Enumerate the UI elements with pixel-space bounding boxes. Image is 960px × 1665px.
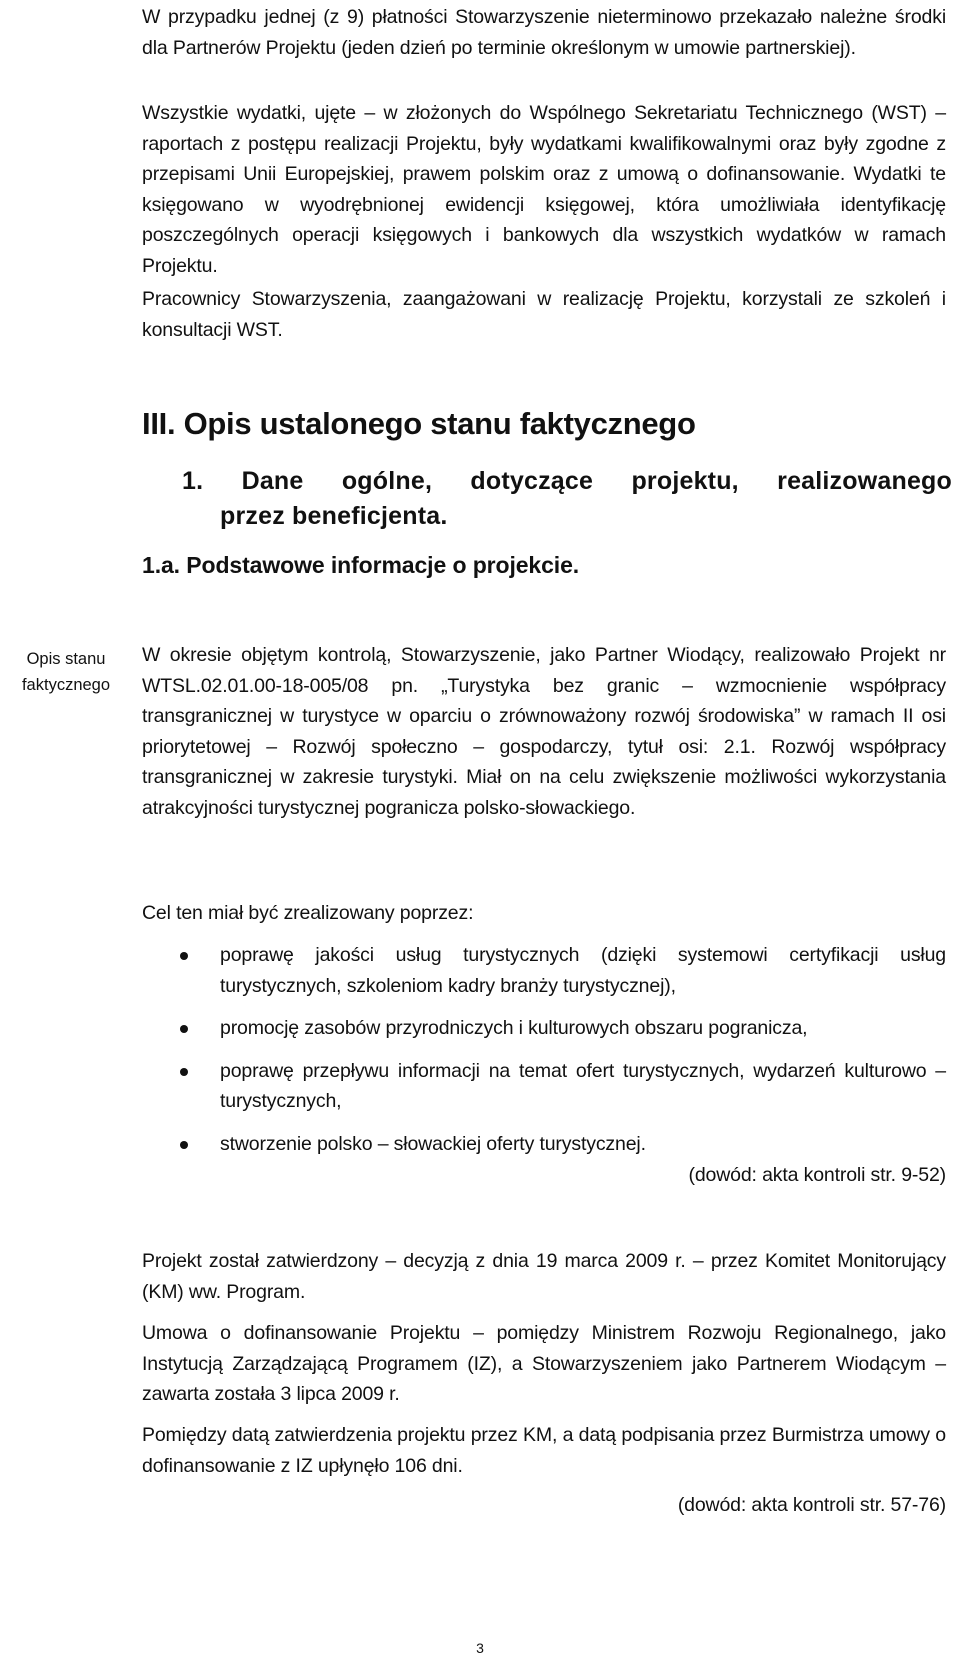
list-item-text: poprawę przepływu informacji na temat ofert turystycznych, wydarzeń kulturowo – turystycznych, [220,1059,946,1112]
subsection-heading-line2: przez beneficjenta. [220,502,448,530]
bullet-icon [180,952,188,960]
paragraph-approval [142,1246,946,1307]
paragraph-text: Pracownicy Stowarzyszenia, zaangażowani w realizację Projektu, korzystali ze szkoleń i konsultacji WST. [142,288,946,341]
paragraph-days-elapsed [142,1420,946,1481]
subsubsection-heading: 1.a. Podstawowe informacje o projekcie. [142,552,580,578]
goal-intro [142,898,946,929]
list-item [142,1129,946,1160]
paragraph-project-description [142,640,946,823]
paragraph-staff-training [142,284,946,345]
paragraph-text: Wszystkie wydatki, ujęte – w złożonych do Wspólnego Sekretariatu Technicznego (WST) – raportach z postępu realizacji Projektu, były wydatkami kwalifikowalnymi oraz były zgodne z przepisami Unii Europejskiej, prawem polskim oraz z umową o dofinansowanie. Wydatki te księgowano w wyodrębnionej ewidencji księgowej, która umożliwiała identyfikację poszczególnych operacji księgowych i bankowych dla wszystkich wydatków w ramach Projektu. [142,102,946,277]
page-number: 3 [476,1640,484,1656]
section-heading: III. Opis ustalonego stanu faktycznego [142,406,696,441]
list-item [142,1013,946,1044]
evidence-reference: (dowód: akta kontroli str. 9-52) [688,1164,946,1186]
margin-note: Opis stanu faktycznego [21,650,111,694]
paragraph-text: W przypadku jednej (z 9) płatności Stowarzyszenie nieterminowo przekazało należne środki dla Partnerów Projektu (jeden dzień po terminie określonym w umowie partnerskiej). [142,6,946,59]
paragraph-text: W okresie objętym kontrolą, Stowarzyszenie, jako Partner Wiodący, realizowało Projekt nr WTSL.02.01.00-18-005/08 pn. „Turystyka bez granic – wzmocnienie współpracy transgranicznej w turystyce w oparciu o zrównoważony rozwój środowiska” w ramach II osi priorytetowej – Rozwój społeczno – gospodarczy, tytuł osi: 2.1. Rozwój współpracy transgranicznej w zakresie turystyki. Miał on na celu zwiększenie możliwości wykorzystania atrakcyjności turystycznej pogranicza polsko-słowackiego. [142,644,946,819]
list-item-text: promocję zasobów przyrodniczych i kulturowych obszaru pogranicza, [220,1017,808,1039]
paragraph-eligible-expenses [142,98,946,281]
paragraph-agreement [142,1318,946,1410]
bullet-icon [180,1068,188,1076]
subsection-heading-line1: 1. Dane ogólne, dotyczące projektu, realizowanego [182,467,952,495]
paragraph-text: Projekt został zatwierdzony – decyzją z dnia 19 marca 2009 r. – przez Komitet Monitorujący (KM) ww. Program. [142,1250,946,1303]
paragraph-late-payment [142,2,946,63]
goal-bullet-list [142,940,946,1159]
paragraph-text: Cel ten miał być zrealizowany poprzez: [142,902,474,924]
list-item-text: stworzenie polsko – słowackiej oferty turystycznej. [220,1132,646,1155]
list-item-text: poprawę jakości usług turystycznych (dzięki systemowi certyfikacji usług turystycznych, szkoleniom kadry branży turystycznej), [220,944,946,997]
paragraph-text: Umowa o dofinansowanie Projektu – pomiędzy Ministrem Rozwoju Regionalnego, jako Instytucją Zarządzającą Programem (IZ), a Stowarzyszeniem jako Partnerem Wiodącym – zawarta została 3 lipca 2009 r. [142,1322,946,1405]
paragraph-text: Pomiędzy datą zatwierdzenia projektu przez KM, a datą podpisania przez Burmistrza umowy o dofinansowanie z IZ upłynęło 106 dni. [142,1424,946,1477]
list-item [142,940,946,1001]
bullet-icon [180,1025,188,1033]
list-item [142,1056,946,1117]
bullet-icon [180,1141,188,1149]
evidence-reference: (dowód: akta kontroli str. 57-76) [677,1494,946,1516]
